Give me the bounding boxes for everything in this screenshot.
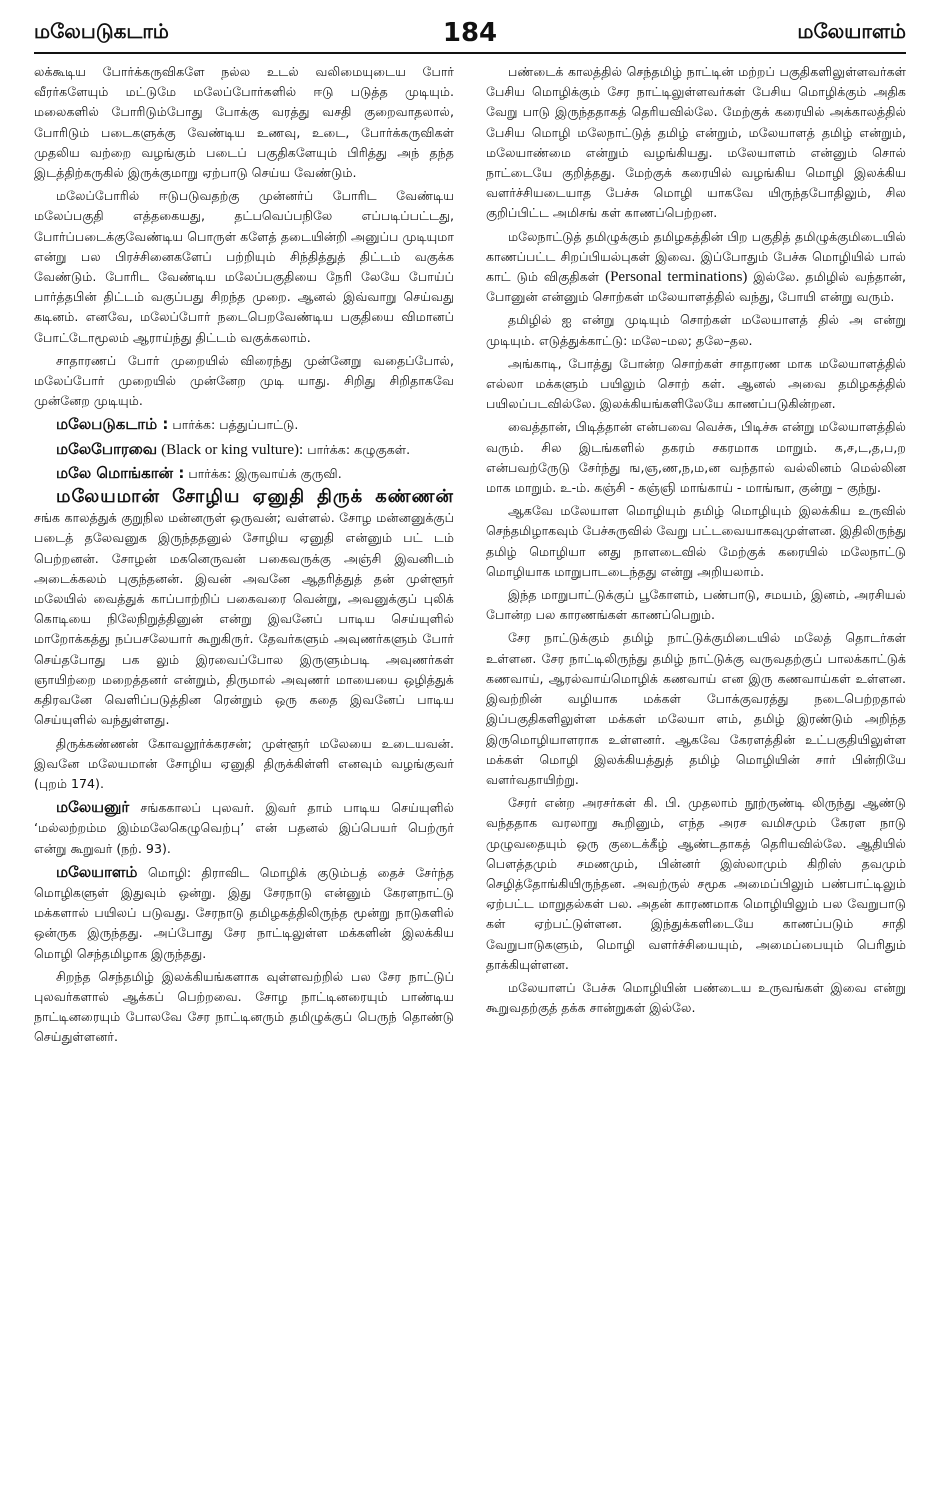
- left-column: [34, 62, 454, 1482]
- paragraph-text: இல்லே. தமிழில் வந்தான், போனுன் என்னும் சொற்கள் மலேயாளத்தில் வந்து, போயி என்று வரும்.: [486, 269, 906, 305]
- paragraph: திருக்கண்ணன் கோவலூர்க்கரசன்; முள்ளூர் மலேயை உடையவன். இவனே மலேயமான் சோழிய ஏனுதி திருக்கிள்ளி எனவும் வழங்குவர் (புறம் 174).: [34, 735, 454, 791]
- entry-text: சங்ககாலப் புலவர். இவர் தாம் பாடிய செய்யுளில் ‘மல்லற்றம்ம இம்மலேகெழுவெற்பு’ என் பதனல் இப்பெயர் பெற்ருர் என்று கூறுவர் (நற். 93).: [34, 800, 454, 856]
- entry: [34, 487, 454, 730]
- entry-headword: மலேயமான் சோழிய ஏனுதி திருக் கண்ணன்: [56, 486, 454, 508]
- entry-text: மொழி: திராவிட மொழிக் குடும்பத் தைச் சேர்ந்த மொழிகளுள் இதுவும் ஒன்று. இது சேரநாடு என்னும் கேரளநாட்டு மக்களால் பயிலப் படுவது. சேரநாடு தமிழகத்திலிருந்த மூன்று நாடுகளில் ஒன்ருக இருந்தது. அப்போது சேர நாட்டிலுள்ள மக்களின் இலக்கிய மொழி செந்தமிழாக இருந்தது.: [34, 864, 454, 961]
- paragraph-text: மலேநாட்டுத் தமிழுக்கும் தமிழகத்தின் பிற பகுதித் தமிழுக்குமிடையில் காணப்பட்ட சிறப்பியல்புகள் இவை. இப்போதும் பேச்சு மொழியில் பால் காட் டும் விகுதிகள்: [486, 228, 906, 285]
- paragraph: பண்டைக் காலத்தில் செந்தமிழ் நாட்டின் மற்றப் பகுதிகளிலுள்ளவர்கள் பேசிய மொழிக்கும் சேர நாட்டிலுள்ளவர்கள் பேசிய மொழிக்கும் அதிக வேறு பாடு இருந்ததாகத் தெரியவில்லே. மேற்குக் கரையில் அக்காலத்தில் பேசிய மொழி மலேநாட்டுத் தமிழ் என்றும், மலேயாளத் தமிழ் என்றும், மலேயாண்மை என்றும் வழங்கியது. மலேயாளம் என்னும் சொல் நாட்டையே குறித்தது. மேற்குக் கரையில் வழங்கிய மொழி இலக்கிய வளர்ச்சியடையாத பேச்சு மொழி யாகவே யிருந்தபோதிலும், சில குறிப்பிட்ட அமிசங் கள் காணப்பெற்றன.: [486, 64, 906, 221]
- entry-latin-name: (Black or king vulture):: [161, 441, 304, 458]
- entry: [34, 862, 454, 964]
- entry-headword: மலேபடுகடாம் :: [56, 415, 169, 434]
- paragraph: சேரர் என்ற அரசர்கள் கி. பி. முதலாம் நூற்ருண்டி லிருந்து ஆண்டு வந்ததாக வரலாறு கூறினும், எந்த அரச வமிசமும் கேரள நாடு முழுவதையும் ஒரு குடைக்கீழ் ஆண்டதாகத் தெரியவில்லே. ஆதியில் பௌத்தமும் சமணமும், பின்னர் இஸ்லாமும் கிறிஸ் தவமும் செழித்தோங்கியிருந்தன. அவற்ருல் சமூக அமைப்பிலும் பண்பாட்டிலும் ஏற்பட்ட மாறுதல்கள் பல. அதன் காரணமாக மொழியிலும் பல வேறுபாடு கள் ஏற்பட்டுள்ளன. இந்துக்களிடையே காணப்படும் சாதி வேறுபாடுகளும், மொழி வளர்ச்சியையும், அமைப்பையும் பெரிதும் தாக்கியுள்ளன.: [486, 795, 906, 972]
- header-left-title: மலேபடுகடாம்: [34, 19, 169, 43]
- paragraph: வைத்தான், பிடித்தான் என்பவை வெச்சு, பிடிச்சு என்று மலேயாளத்தில் வரும். சில இடங்களில் தகரம் சகரமாக மாறும். க,ச,ட,த,ப,ற என்பவற்ருேடு சேர்ந்து ங,ஞ,ண,ந,ம,ன வந்தால் வல்லினம் மெல்லின மாக மாறும். உ-ம். கஞ்சி - கஞ்ஞி மாங்காய் - மாங்ஙா, குன்று – குந்நு.: [486, 419, 906, 496]
- entry: [34, 797, 454, 859]
- entry: [34, 439, 454, 460]
- entry-headword: மலேபோரவை: [56, 439, 158, 458]
- header-right-title: மலேயாளம்: [797, 19, 906, 43]
- paragraph: [486, 227, 906, 308]
- entry-text: பார்க்க: இருவாய்க் குருவி.: [188, 465, 342, 481]
- paragraph: லக்கூடிய போர்க்கருவிகளே நல்ல உடல் வலிமையுடைய போர் வீரர்களேயும் மட்டுமே மலேப்போர்களில் ஈடு படுத்த முடியும். மலைகளில் போரிடும்போது போக்கு வரத்து வசதி குறைவாதலால், போரிடும் படைகளுக்கு வேண்டிய உணவு, உடை, போர்க்கருவிகள் முதலிய வற்றை வழங்கும் படைப் பகுதிகளேயும் பிரித்து அந் தந்த இடத்திற்கருகில் இருக்குமாறு ஏற்பாடு செய்ய வேண்டும்.: [34, 64, 454, 181]
- paragraph: இந்த மாறுபாட்டுக்குப் பூகோளம், பண்பாடு, சமயம், இனம், அரசியல் போன்ற பல காரணங்கள் காணப்பெறும்.: [486, 587, 906, 623]
- paragraph: சிறந்த செந்தமிழ் இலக்கியங்களாக வுள்ளவற்றில் பல சேர நாட்டுப் புலவர்களால் ஆக்கப் பெற்றவை. சோழ நாட்டினரையும் பாண்டிய நாட்டினரையும் போலவே சேர நாட்டினரும் தமிழுக்குப் பெருந் தொண்டு செய்துள்ளனர்.: [34, 968, 454, 1045]
- entry-text: பார்க்க: கழுகுகள்.: [307, 441, 411, 457]
- paragraph: மலேயாளப் பேச்சு மொழியின் பண்டைய உருவங்கள் இவை என்று கூறுவதற்குத் தக்க சான்றுகள் இல்லே.: [486, 979, 906, 1016]
- paragraph: சாதாரணப் போர் முறையில் விரைந்து முன்னேறு வதைப்போல், மலேப்போர் முறையில் முன்னேற முடி யாது. சிறிது சிறிதாகவே முன்னேற முடியும்.: [34, 352, 454, 409]
- paragraph: மலேப்போரில் ஈடுபடுவதற்கு முன்னர்ப் போரிட வேண்டிய மலேப்பகுதி எத்தகையது, தட்பவெப்பநிலே எப்படிப்பட்டது, போர்ப்படைக்குவேண்டிய பொருள் களேத் தடையின்றி அனுப்ப முடியுமா என்று பல பிரச்சினைகளேப் பற்றியும் சிந்தித்துத் திட்டம் வகுக்க வேண்டும். போரிட வேண்டிய மலேப்பகுதியை நேரி லேயே போய்ப் பார்த்தபின் திட்டம் வகுப்பது சிறந்த முறை. ஆனல் இவ்வாறு செய்வது கடினம். எனவே, மலேப்போர் நடைபெறவேண்டிய பகுதியை விமானப் போட்டோமூலம் ஆராய்ந்து திட்டம் வகுக்கலாம்.: [34, 188, 454, 345]
- entry-headword: மலேயனுர்: [56, 798, 130, 817]
- paragraph: அங்காடி, போத்து போன்ற சொற்கள் சாதாரண மாக மலேயாளத்தில் எல்லா மக்களும் பயிலும் சொற் கள். ஆனல் அவை தமிழகத்தில் பயிலப்படவில்லே. இலக்கியங்களிலேயே காணப்படுகின்றன.: [486, 355, 906, 412]
- entry: [34, 463, 454, 484]
- paragraph: ஆகவே மலேயாள மொழியும் தமிழ் மொழியும் இலக்கிய உருவில் செந்தமிழாகவும் பேச்சுருவில் வேறு பட்டவையாகவுமுள்ளன. இதிலிருந்து தமிழ் மொழியா னது நாளடைவில் மேற்குக் கரையில் மலேநாட்டு மொழியாக மாறுபாடடைந்தது என்று அறியலாம்.: [486, 503, 906, 579]
- page-number: 184: [442, 18, 498, 48]
- entry: [34, 414, 454, 435]
- entry-text: பார்க்க: பத்துப்பாட்டு.: [172, 417, 299, 433]
- latin-term: (Personal terminations): [605, 269, 748, 286]
- page-header: [34, 12, 906, 54]
- paragraph: சேர நாட்டுக்கும் தமிழ் நாட்டுக்குமிடையில் மலேத் தொடர்கள் உள்ளன. சேர நாட்டிலிருந்து தமிழ் நாட்டுக்கு வருவதற்குப் பாலக்காட்டுக் கணவாய், ஆரல்வாய்மொழிக் கணவாய் என இரு கணவாய்கள் உள்ளன. இவற்றின் வழியாக மக்கள் போக்குவரத்து நடைபெற்றதால் இப்பகுதிகளிலுள்ள மக்கள் மலேயா ளம், தமிழ் இரண்டும் அறிந்த இருமொழியாளராக உள்ளனர். ஆகவே கேரளத்தின் உட்பகுதியிலுள்ள மக்கள் மொழி இலக்கியத்துத் தமிழ் மொழியின் சார் பின்றியே வளர்வதாயிற்று.: [486, 630, 906, 787]
- right-column: [486, 62, 906, 1482]
- entry-headword: மலேயாளம்: [56, 862, 138, 881]
- entry-text: சங்க காலத்துக் குறுநில மன்னருள் ஒருவன்; வள்ளல். சோழ மன்னனுக்குப் படைத் தலேவனுக இருந்ததனுல் சோழிய ஏனுதி என்னும் பட் டம் பெற்றனன். சோழன் மகனெருவன் பகைவருக்கு அஞ்சி இவனிடம் அடைக்கலம் புகுந்தனன். இவன் அவனே ஆதரித்துத் தன் முள்ளூர் மலேயில் வைத்துக் காப்பாற்றிப் பகைவரை வென்று, அவனுக்குப் புலிக் கொடியை நிலேநிறுத்தினுன் என்று இவனேப் பாடிய செய்யுளில் மாறோக்கத்து நப்பசலேயார் கூறுகிருர். தேவர்களும் அவுணர்களும் போர் செய்தபோது பக லும் இரவைப்போல இருளும்படி அவுணர்கள் ஞாயிற்றை மறைத்தனர் என்றும், திருமால் அவுணர் மாயையை ஒழித்துக் கதிரவனே வெளிப்படுத்தின ரென்றும் ஒரு கதை இவனேப் பாடிய செய்யுளில் வந்துள்ளது.: [34, 510, 454, 728]
- paragraph: தமிழில் ஐ என்று முடியும் சொற்கள் மலேயாளத் தில் அ என்று முடியும். எடுத்துக்காட்டு: மலே–மல; தலே–தல.: [486, 312, 906, 348]
- entry-headword: மலே மொங்கான் :: [56, 463, 185, 482]
